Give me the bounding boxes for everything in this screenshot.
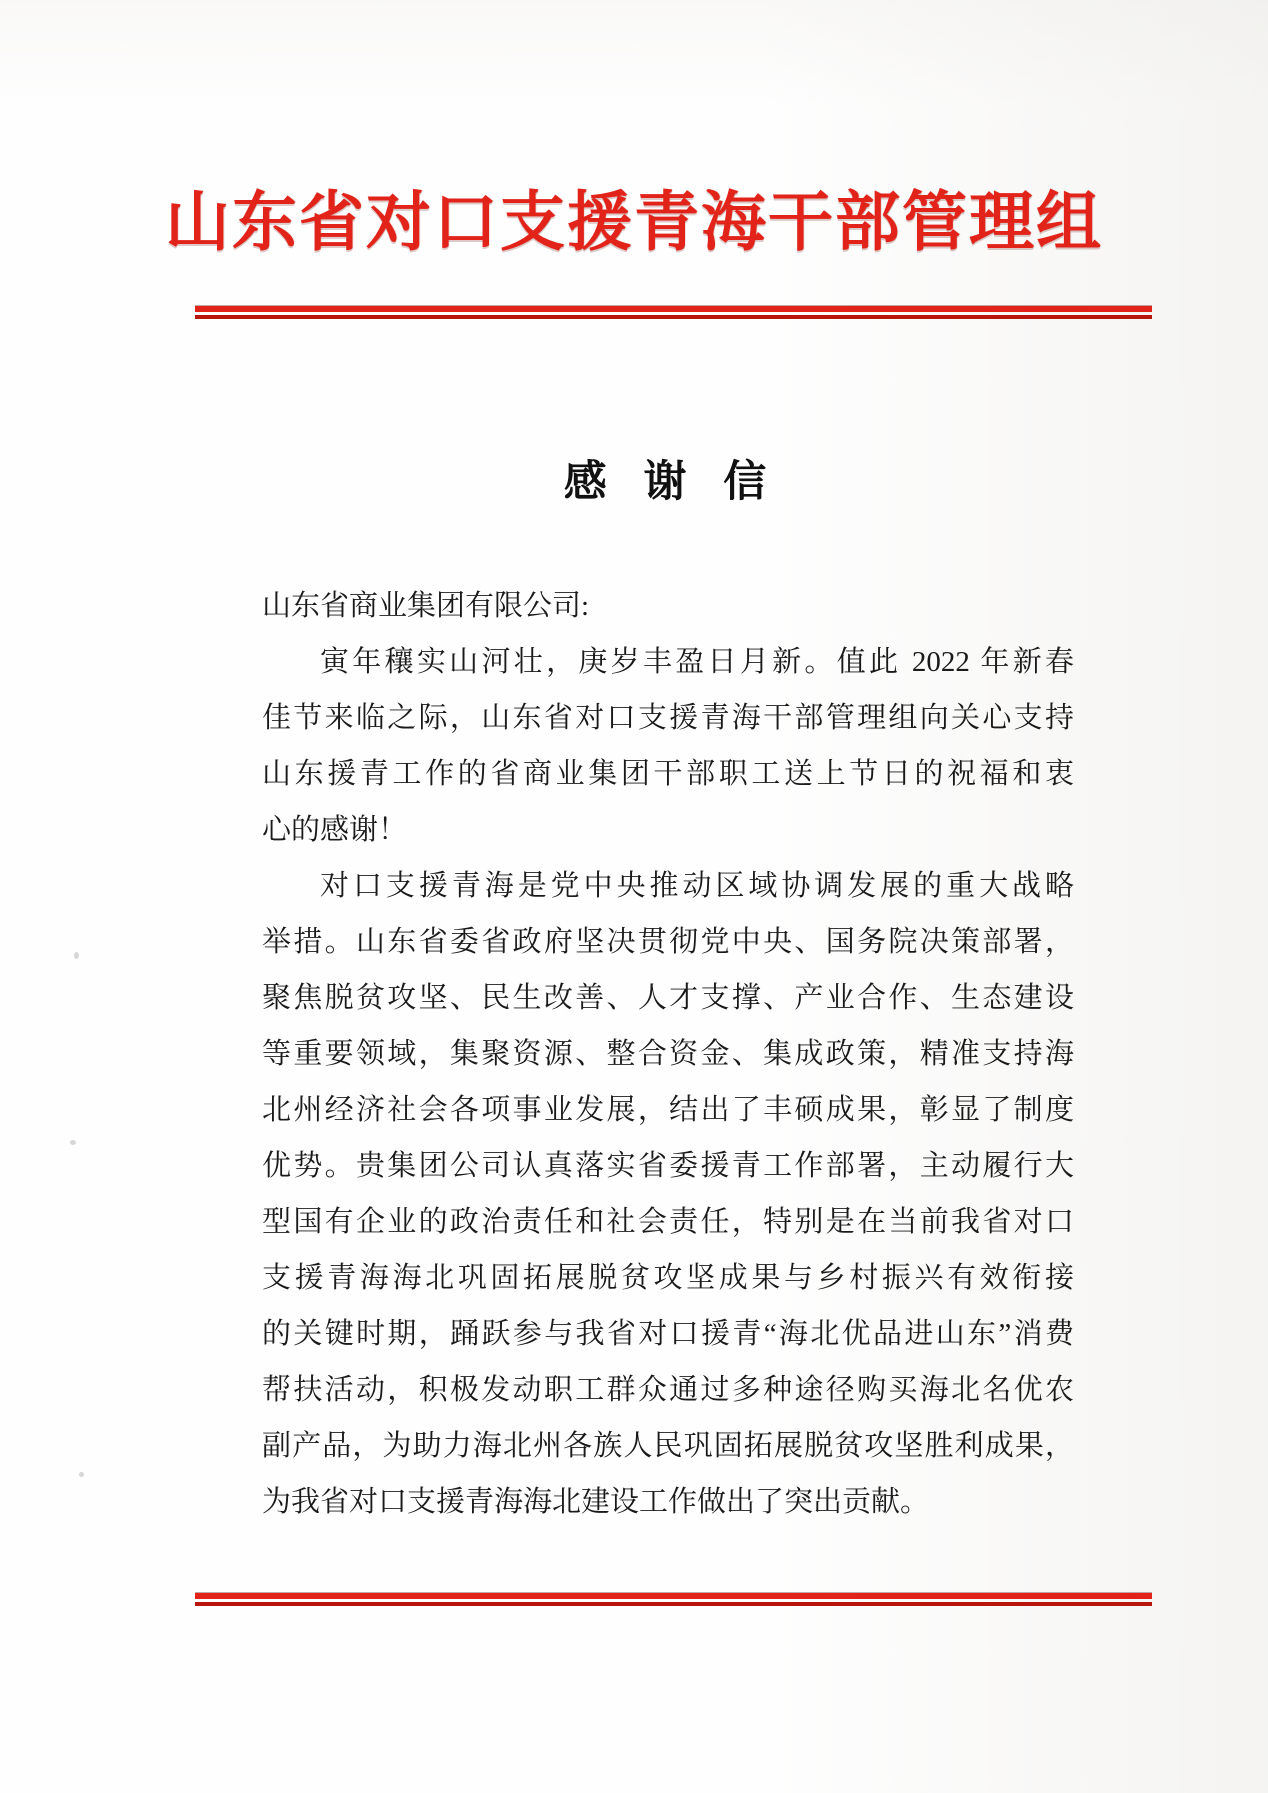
body-line: 心的感谢！: [262, 814, 408, 846]
body-line: 聚焦脱贫攻坚、民生改善、人才支撑、产业合作、生态建设: [262, 982, 1074, 1014]
salutation: 山东省商业集团有限公司:: [262, 590, 590, 622]
body-line: 副产品，为助力海北州各族人民巩固拓展脱贫攻坚胜利成果，: [262, 1430, 1074, 1462]
divider-thick-line: [195, 306, 1152, 312]
body-line: 佳节来临之际，山东省对口支援青海干部管理组向关心支持: [262, 702, 1074, 734]
letter-paragraphs: [262, 634, 1074, 1530]
body-line: 支援青海海北巩固拓展脱贫攻坚成果与乡村振兴有效衔接: [262, 1262, 1074, 1294]
scan-speck: [74, 952, 79, 959]
footer-divider-rule: [195, 1593, 1152, 1606]
scan-speck: [70, 1140, 76, 1145]
body-line: 等重要领域，集聚资源、整合资金、集成政策，精准支持海: [262, 1038, 1074, 1070]
body-line: 北州经济社会各项事业发展，结出了丰硕成果，彰显了制度: [262, 1094, 1074, 1126]
divider-thick-line: [195, 1593, 1152, 1599]
divider-thin-line: [195, 1602, 1152, 1606]
body-line: 对口支援青海是党中央推动区域协调发展的重大战略: [320, 870, 1074, 902]
body-line: 的关键时期，踊跃参与我省对口援青“海北优品进山东”消费: [262, 1318, 1074, 1350]
body-line: 为我省对口支援青海海北建设工作做出了突出贡献。: [262, 1486, 930, 1518]
body-line: 举措。山东省委省政府坚决贯彻党中央、国务院决策部署，: [262, 926, 1074, 958]
letter-body: [262, 578, 1074, 1530]
paragraph: [262, 634, 1074, 858]
body-line: 帮扶活动，积极发动职工群众通过多种途径购买海北名优农: [262, 1374, 1074, 1406]
letter-title: 感 谢 信: [563, 459, 767, 506]
divider-thin-line: [195, 315, 1152, 319]
letterhead-org-title: 山东省对口支援青海干部管理组: [164, 187, 1103, 259]
letterhead-divider-rule: [195, 306, 1152, 319]
body-line: 山东援青工作的省商业集团干部职工送上节日的祝福和衷: [262, 758, 1074, 790]
body-line: 型国有企业的政治责任和社会责任，特别是在当前我省对口: [262, 1206, 1074, 1238]
body-line: 优势。贵集团公司认真落实省委援青工作部署，主动履行大: [262, 1150, 1074, 1182]
body-line: 寅年穰实山河壮，庚岁丰盈日月新。值此 2022 年新春: [320, 646, 1074, 678]
paragraph: [262, 858, 1074, 1530]
scan-speck: [79, 1472, 84, 1477]
